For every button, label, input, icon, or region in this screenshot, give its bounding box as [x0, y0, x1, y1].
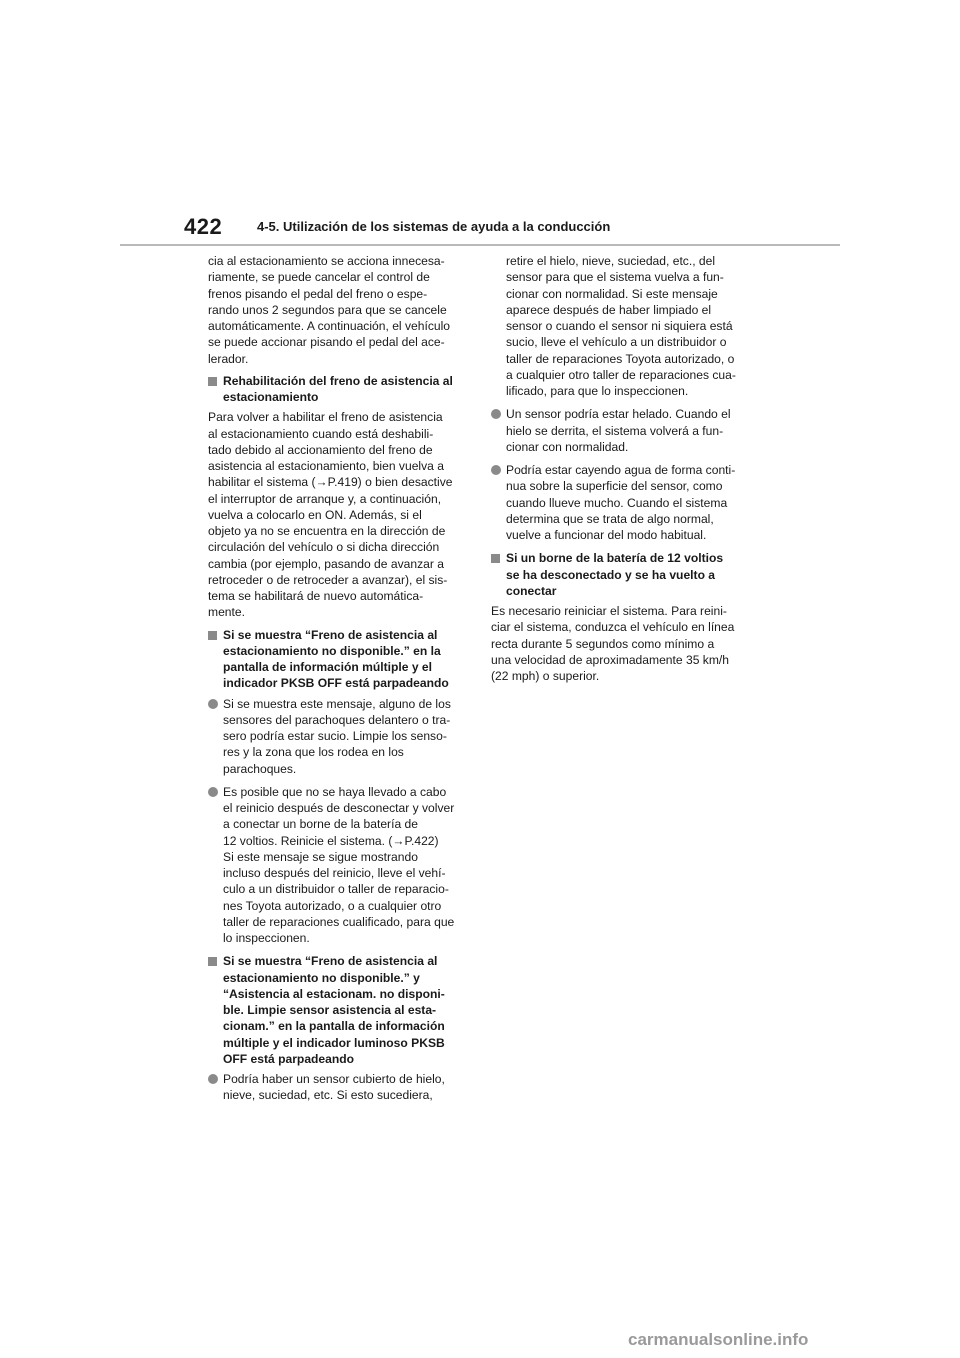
- square-bullet-icon: [208, 957, 217, 966]
- body-line: objeto ya no se encuentra en la dirección de: [208, 524, 446, 538]
- item-line: nes Toyota autorizado, o a cualquier otro: [223, 898, 442, 913]
- body-line: al estacionamiento cuando está deshabili-: [208, 426, 434, 441]
- item-line: sensores del parachoques delantero o tra-: [223, 712, 451, 727]
- item-line: Podría estar cayendo agua de forma conti-: [506, 463, 736, 477]
- list-item: [208, 696, 466, 777]
- body-line: una velocidad de aproximadamente 35 km/h: [491, 652, 729, 667]
- body-line: Es necesario reiniciar el sistema. Para reini-: [491, 604, 727, 618]
- body-line: Para volver a habilitar el freno de asistencia: [208, 410, 443, 425]
- heading-line: estacionamiento: [223, 390, 319, 404]
- section-heading-borne-bateria: [491, 550, 749, 599]
- item-line: nua sobre la superficie del sensor, como: [506, 479, 723, 494]
- body-line: circulación del vehículo o si dicha dirección: [208, 540, 440, 555]
- square-bullet-icon: [491, 554, 500, 563]
- item-line: 12 voltios. Reinicie el sistema. (→P.422): [223, 833, 439, 848]
- body-line: retroceder o de retroceder a avanzar), el sis-: [208, 572, 448, 587]
- heading-line: “Asistencia al estacionam. no disponi-: [223, 986, 445, 1001]
- intro-line: cia al estacionamiento se acciona innecesa-: [208, 254, 445, 268]
- item-line: cuando llueve mucho. Cuando el sistema: [506, 495, 728, 510]
- item-line: incluso después del reinicio, lleve el vehí-: [223, 866, 446, 880]
- intro-paragraph: [208, 253, 466, 367]
- list-item: [208, 784, 466, 947]
- item-line: el reinicio después de desconectar y volver: [223, 801, 455, 815]
- heading-line: OFF está parpadeando: [223, 1051, 355, 1066]
- heading-line: múltiple y el indicador luminoso PKSB: [223, 1035, 445, 1050]
- item-line: Es posible que no se haya llevado a cabo: [223, 784, 447, 799]
- item-line: retire el hielo, nieve, suciedad, etc., del: [506, 254, 716, 268]
- round-bullet-icon: [491, 409, 501, 419]
- body-line: recta durante 5 segundos como mínimo a: [491, 636, 715, 651]
- heading-line: pantalla de información múltiple y el: [223, 660, 432, 674]
- heading-line: conectar: [506, 583, 557, 598]
- body-line: vuelva a colocarlo en ON. Además, si el: [208, 507, 422, 522]
- page-number: 422: [184, 214, 223, 239]
- item-line: cionar con normalidad.: [506, 439, 629, 454]
- item-line: nieve, suciedad, etc. Si esto sucediera,: [223, 1088, 433, 1103]
- body-line: habilitar el sistema (→P.419) o bien desactive: [208, 475, 453, 490]
- item-line: sero podría estar sucio. Limpie los senso-: [223, 729, 447, 743]
- heading-line: estacionamiento no disponible.” en la: [223, 643, 441, 658]
- section-title: 4-5. Utilización de los sistemas de ayuda a la conducción: [257, 219, 611, 234]
- section-body-rehabilitacion: [208, 409, 466, 620]
- section-heading-no-disponible: [208, 627, 466, 692]
- section-heading-limpie-sensor: [208, 953, 466, 1067]
- list-item-continued: [491, 253, 749, 399]
- section-body-borne-bateria: [491, 603, 749, 684]
- heading-line: Rehabilitación del freno de asistencia al: [223, 373, 453, 388]
- intro-line: frenos pisando el pedal del freno o espe-: [208, 286, 428, 301]
- intro-line: automáticamente. A continuación, el vehículo: [208, 319, 451, 333]
- body-line: mente.: [208, 605, 245, 620]
- round-bullet-icon: [208, 699, 218, 709]
- intro-line: lerador.: [208, 351, 249, 366]
- item-line: Si este mensaje se sigue mostrando: [223, 849, 418, 864]
- item-line: cionar con normalidad. Si este mensaje: [506, 286, 718, 301]
- square-bullet-icon: [208, 631, 217, 640]
- heading-line: ble. Limpie sensor asistencia al esta-: [223, 1003, 437, 1017]
- heading-line: Si se muestra “Freno de asistencia al: [223, 954, 438, 969]
- header-rule: [120, 244, 840, 246]
- item-line: aparece después de haber limpiado el: [506, 302, 712, 317]
- round-bullet-icon: [491, 465, 501, 475]
- item-line: sensor para que el sistema vuelva a fun-: [506, 270, 724, 285]
- heading-line: indicador PKSB OFF está parpadeando: [223, 676, 449, 691]
- item-line: sensor o cuando el sensor ni siquiera está: [506, 319, 733, 333]
- round-bullet-icon: [208, 1074, 218, 1084]
- left-column: [208, 253, 466, 1111]
- intro-line: se puede accionar pisando el pedal del ace-: [208, 335, 445, 350]
- item-line: res y la zona que los rodea en los: [223, 745, 404, 760]
- item-line: sucio, lleve el vehículo a un distribuidor o: [506, 335, 727, 350]
- body-line: (22 mph) o superior.: [491, 669, 600, 683]
- body-line: ciar el sistema, conduzca el vehículo en línea: [491, 620, 735, 635]
- body-line: tado debido al accionamiento del freno de: [208, 442, 433, 457]
- round-bullet-icon: [208, 787, 218, 797]
- right-column: [491, 253, 749, 690]
- heading-line: Si un borne de la batería de 12 voltios: [506, 551, 724, 566]
- item-line: Si se muestra este mensaje, alguno de los: [223, 696, 451, 711]
- item-line: lo inspeccionen.: [223, 931, 310, 945]
- item-line: Podría haber un sensor cubierto de hielo,: [223, 1072, 445, 1086]
- watermark: carmanualsonline.info: [628, 1330, 809, 1349]
- item-line: lificado, para que lo inspeccionen.: [506, 384, 689, 398]
- intro-line: riamente, se puede cancelar el control de: [208, 270, 430, 285]
- body-line: tema se habilitará de nuevo automática-: [208, 589, 424, 603]
- heading-line: Si se muestra “Freno de asistencia al: [223, 627, 438, 642]
- body-line: cambia (por ejemplo, pasando de avanzar a: [208, 556, 444, 571]
- square-bullet-icon: [208, 377, 217, 386]
- heading-line: estacionamiento no disponible.” y: [223, 970, 420, 985]
- list-item: [491, 406, 749, 455]
- item-line: Un sensor podría estar helado. Cuando el: [506, 407, 731, 422]
- body-line: asistencia al estacionamiento, bien vuelva a: [208, 459, 444, 473]
- item-line: culo a un distribuidor o taller de reparacio-: [223, 882, 449, 897]
- item-line: vuelve a funcionar del modo habitual.: [506, 528, 707, 542]
- item-line: a conectar un borne de la batería de: [223, 817, 418, 832]
- item-line: a cualquier otro taller de reparaciones cua-: [506, 367, 736, 382]
- item-line: taller de reparaciones cualificado, para que: [223, 914, 455, 929]
- intro-line: rando unos 2 segundos para que se cancele: [208, 302, 447, 317]
- item-line: hielo se derrita, el sistema volverá a fun-: [506, 423, 724, 438]
- body-line: el interruptor de arranque y, a continuación,: [208, 491, 442, 506]
- section-heading-rehabilitacion: [208, 373, 466, 406]
- list-item: [208, 1071, 466, 1104]
- item-line: parachoques.: [223, 761, 297, 776]
- item-line: taller de reparaciones Toyota autorizado, o: [506, 351, 735, 366]
- heading-line: se ha desconectado y se ha vuelto a: [506, 567, 716, 582]
- item-line: determina que se trata de algo normal,: [506, 511, 714, 526]
- list-item: [491, 462, 749, 543]
- heading-line: cionam.” en la pantalla de información: [223, 1019, 445, 1034]
